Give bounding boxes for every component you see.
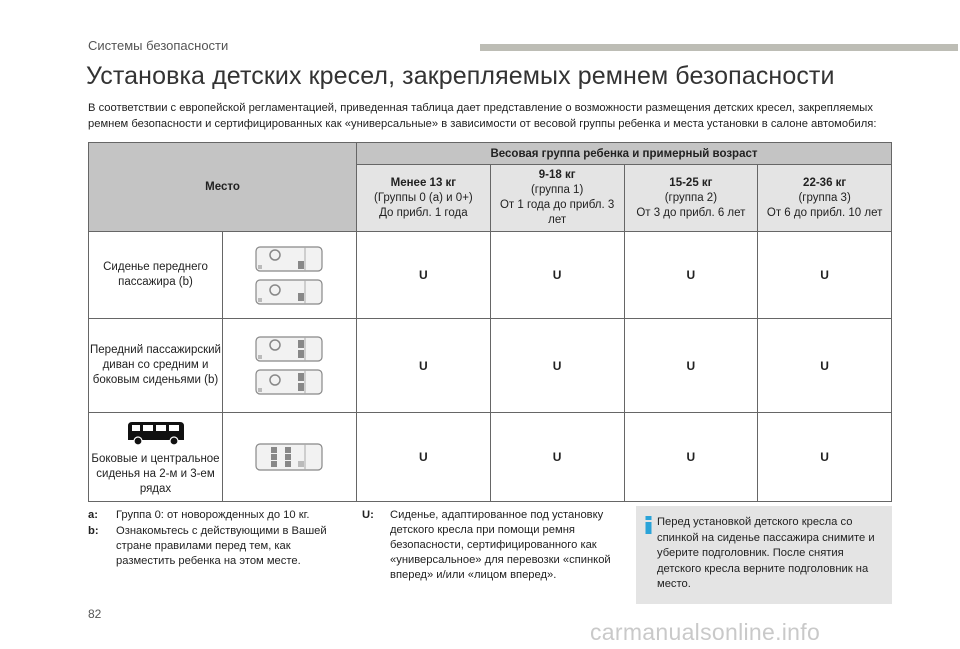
category-header: [758, 165, 892, 232]
category-header: [490, 165, 624, 232]
category-title: 15-25 кг: [669, 176, 713, 189]
footnote-text: Группа 0: от новорожденных до 10 кг.: [116, 509, 310, 521]
seat-table: [88, 142, 892, 502]
row-label: Боковые и центральное сиденья на 2-м и 3-ем рядах: [91, 452, 220, 495]
place-header: Место: [89, 143, 357, 232]
footnote-key: a:: [88, 509, 98, 521]
row-value: U: [624, 413, 758, 502]
car-top-view-icon: [253, 441, 327, 473]
seat-diagram: [223, 232, 357, 319]
footnote-text: Ознакомьтесь с действующими в Вашей стране правилами перед тем, как разместить ребенка на этом месте.: [116, 525, 327, 567]
row-value: U: [624, 232, 758, 319]
group-header: Весовая группа ребенка и примерный возраст: [357, 143, 892, 165]
intro-paragraph: В соответствии с европейской регламентацией, приведенная таблица дает представление о возможности размещения детских кресел, закрепляемых ремнем безопасности и сертифицированных как «универсальные» в зависимости от весовой группы ребенка и места установки в салоне автомобиля:: [88, 102, 877, 130]
category-line2: От 6 до прибл. 10 лет: [766, 206, 883, 219]
category-line1: (группа 2): [664, 191, 718, 204]
car-top-view-icon: [253, 367, 327, 397]
category-header: [624, 165, 758, 232]
row-value: U: [490, 413, 624, 502]
info-box: [636, 506, 892, 604]
footnote-key: b:: [88, 525, 99, 537]
footnote-b: [88, 524, 348, 574]
category-line1: (Группы 0 (a) и 0+): [374, 191, 473, 204]
watermark: carmanualsonline.info: [590, 619, 821, 645]
category-line1: (группа 1): [530, 184, 584, 196]
row-value: U: [357, 232, 491, 319]
row-value: U: [758, 319, 892, 413]
seat-diagram: [223, 413, 357, 502]
row-label-with-icon: [89, 413, 223, 502]
car-top-view-icon: [253, 334, 327, 364]
table-row: [89, 319, 892, 413]
footnote-text: Сиденье, адаптированное под установку детского кресла при помощи ремня безопасности, сертифицированного как «универсальное» для перевозки «спинкой вперед» и/или «лицом вперед».: [390, 509, 611, 581]
row-value: U: [490, 319, 624, 413]
page-number: 82: [88, 607, 102, 621]
row-value: U: [758, 413, 892, 502]
category-title: Менее 13 кг: [390, 176, 457, 189]
footnote-a: [88, 508, 348, 524]
row-value: U: [357, 319, 491, 413]
row-value: U: [357, 413, 491, 502]
category-line2: До прибл. 1 года: [379, 206, 468, 219]
section-title: Системы безопасности: [88, 38, 229, 53]
info-icon: [645, 516, 652, 534]
section-bar: [480, 44, 958, 51]
row-label: Передний пассажирский диван со средним и боковым сиденьями (b): [89, 319, 223, 413]
table-row: [89, 413, 892, 502]
category-title: 9-18 кг: [538, 169, 576, 181]
van-icon: [124, 418, 188, 448]
footnote-key: U:: [362, 509, 374, 521]
seat-diagram: [223, 319, 357, 413]
category-header: [357, 165, 491, 232]
row-value: U: [624, 319, 758, 413]
row-label: Сиденье переднего пассажира (b): [89, 232, 223, 319]
car-top-view-icon: [253, 244, 327, 274]
table-row: [89, 232, 892, 319]
footnote-u: [362, 508, 622, 588]
category-line2: От 3 до прибл. 6 лет: [636, 206, 746, 219]
category-line1: (группа 3): [798, 191, 851, 204]
info-text: Перед установкой детского кресла со спинкой на сиденье пассажира снимите и уберите подголовник. После снятия детского кресла верните подголовник на место.: [657, 516, 875, 590]
row-value: U: [758, 232, 892, 319]
category-title: 22-36 кг: [803, 176, 847, 189]
page-title: Установка детских кресел, закрепляемых ремнем безопасности: [86, 62, 835, 90]
car-top-view-icon: [253, 277, 327, 307]
row-value: U: [490, 232, 624, 319]
category-line2: От 1 года до прибл. 3 лет: [499, 199, 615, 226]
